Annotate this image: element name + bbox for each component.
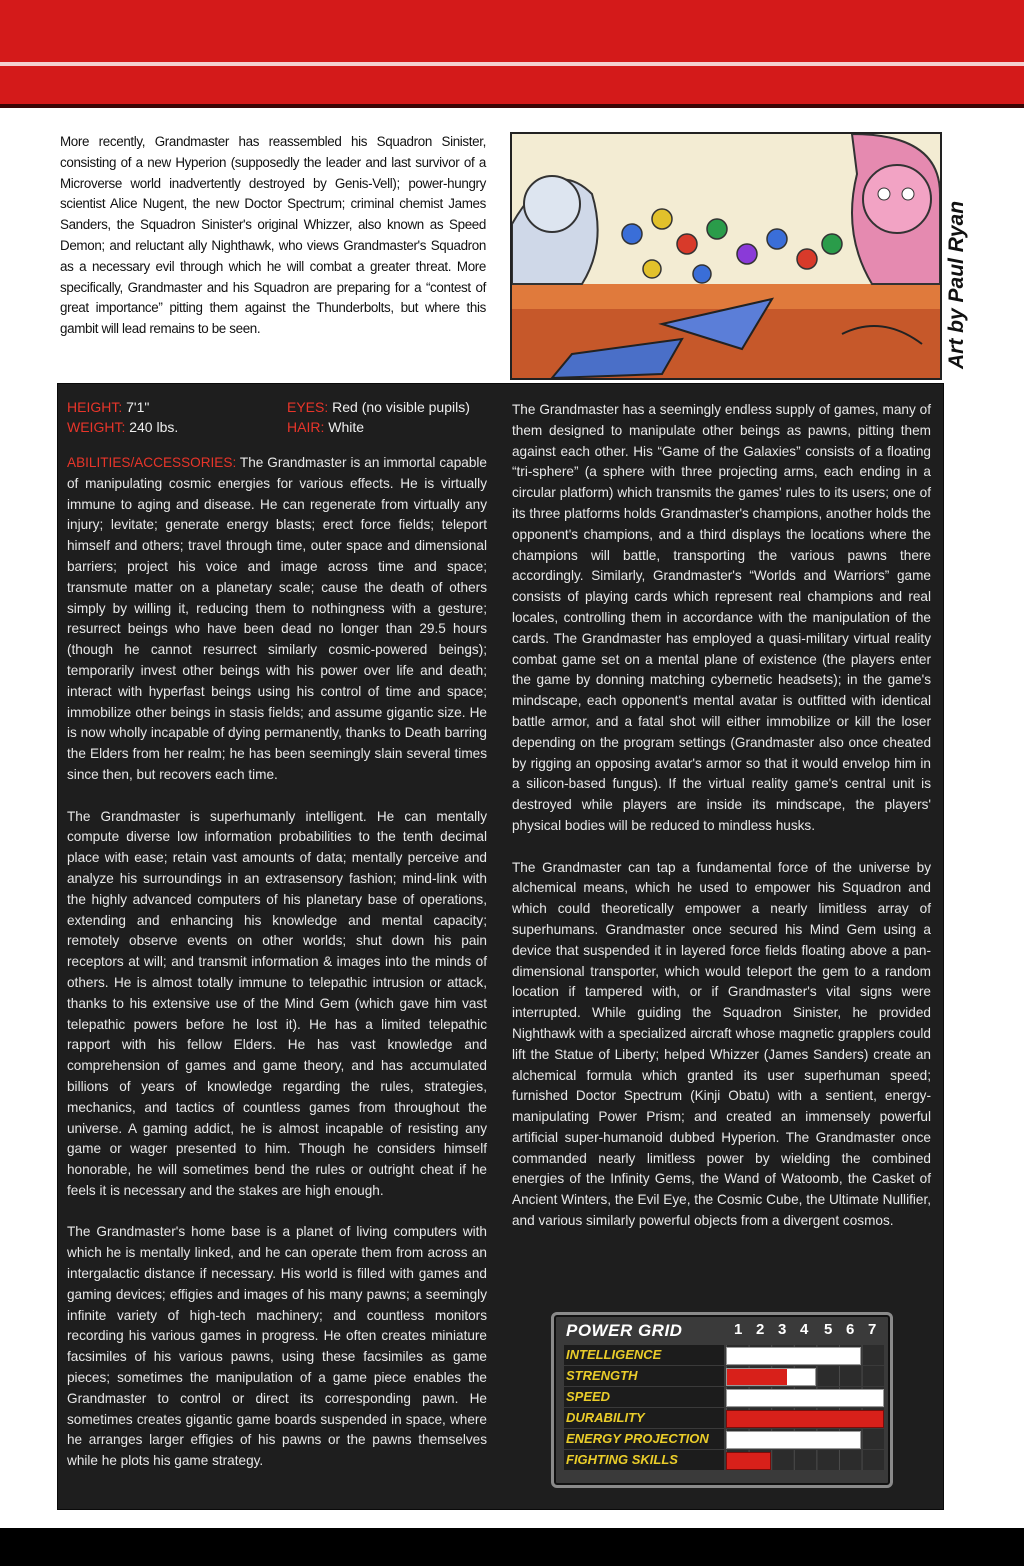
power-row-track	[726, 1408, 884, 1428]
power-bar	[726, 1452, 771, 1470]
weight-label: WEIGHT:	[67, 419, 126, 435]
power-row-label: INTELLIGENCE	[564, 1345, 724, 1365]
power-bar	[726, 1431, 861, 1449]
art-credit: Art by Paul Ryan	[945, 200, 968, 370]
eyes-value: Red (no visible pupils)	[332, 399, 470, 415]
power-row-track	[726, 1450, 884, 1470]
scale-tick: 4	[800, 1321, 809, 1338]
power-bar-red-part	[727, 1369, 787, 1385]
scale-tick: 5	[824, 1321, 833, 1338]
home-base-paragraph: The Grandmaster's home base is a planet of living computers with which he is mentally linked, and he can operate them from across an intergalactic distance if necessary. His world is filled with games and gaming devices; effigies and images of his many pawns; a seemingly infinite variety of high-tech machinery; and countless monitors recording his various games in progress. He often creates miniature facsimiles of his various pawns, using these facsimiles as game pieces; sometimes the manipulation of a game piece enables the Grandmaster to control or direct its corresponding pawn. He sometimes creates gigantic game boards suspended in space, where he arranges larger effigies of his pawns or the pawns themselves while he plots his game strategy.	[67, 1224, 487, 1469]
top-banner	[0, 0, 1024, 108]
hair-label: HAIR:	[287, 419, 325, 435]
height-label: HEIGHT:	[67, 399, 123, 415]
height-value: 7'1"	[126, 399, 150, 415]
power-row-track	[726, 1345, 884, 1365]
power-grid-scale	[734, 1321, 884, 1341]
scale-tick: 3	[778, 1321, 787, 1338]
power-row-energy-projection	[564, 1429, 884, 1449]
right-column	[512, 400, 931, 1253]
power-grid-title: POWER GRID	[566, 1321, 683, 1340]
comic-art-illustration	[512, 134, 940, 378]
eyes-stat	[287, 396, 470, 418]
games-paragraph: The Grandmaster has a seemingly endless supply of games, many of them designed to manipulate other beings as pawns, pitting them against each other. His “Game of the Galaxies” consists of a floating “tri-sphere” (a sphere with three projecting arms, each ending in a circular platform) which transmits the games' rules to its users; one of its three platforms holds Grandmaster's champions, another holds the opponent's champions, and a third displays the locations where the champions will battle, transporting the various pawns there accordingly. Similarly, Grandmaster's “Worlds and Warriors” game consists of playing cards which represent real champions and real locales, controlling them in accordance with the manipulation of the cards. The Grandmaster has employed a quasi-military virtual reality combat game set on a mental plane of existence (the players enter the game by donning matching cybernetic headsets); in the game's mindscape, each opponent's mental avatar is outfitted with identical battle armor, and a fatal shot will either immobilize or kill the loser depending on the program settings (Grandmaster also once cheated by rigging an opposing avatar's armor so that it would envelop him in a silicon-based fungus). If the virtual reality game's central unit is destroyed while players are inside its mindscape, the players' physical bodies will be reduced to mindless husks.	[512, 402, 931, 833]
height-stat	[67, 396, 149, 418]
power-row-fighting-skills	[564, 1450, 884, 1470]
bottom-bar	[0, 1528, 1024, 1566]
abilities-text: The Grandmaster is an immortal capable of manipulating cosmic energies for various effects. He is virtually immune to aging and disease. He can regenerate from virtually any injury; levitate; generate energy blasts; erect force fields; teleport himself and others; travel through time, outer space and dimensional barriers; project his voice and image across time and space; transmute matter on a planetary scale; cause the death of others simply by willing it, reducing them to nothingness with a gesture; resurrect beings who have been dead no longer than 29.5 hours (though he cannot resurrect similarly cosmic-powered beings); temporarily invest other beings with his power over life and death; interact with hyperfast beings using his control of time and space; immobilize other beings in stasis fields; and assume gigantic size. He is now wholly incapable of dying permanently, thanks to Death barring the Elders from her realm; he has been seemingly slain several times since then, but recovers each time.	[67, 455, 487, 782]
power-row-label: SPEED	[564, 1387, 724, 1407]
power-bar	[726, 1347, 861, 1365]
power-row-label: FIGHTING SKILLS	[564, 1450, 724, 1470]
banner-stripe	[0, 62, 1024, 66]
power-row-strength	[564, 1366, 884, 1386]
intelligence-paragraph: The Grandmaster is superhumanly intelligent. He can mentally compute diverse low information probabilities to the tenth decimal place with ease; retain vast amounts of data; mentally perceive and analyze his surroundings in an extrasensory fashion; mind-link with the highly advanced computers of his planetary base of operations, extending and enhancing his knowledge and mental capacity; remotely observe events on other worlds; shut down his pain receptors at will; and transmit information & images into the minds of others. He is almost totally immune to telepathic intrusion or attack, thanks to his extensive use of the Mind Gem (which gave him vast telepathic powers before he lost it). He has a limited telepathic rapport with his fellow Elders. He has vast knowledge and comprehension of games and game theory, and has accumulated billions of years of knowledge regarding the rules, strategies, mechanics, and tactics of countless games from throughout the universe. A gaming addict, he is almost incapable of resisting any game or wager presented to him. Though he considers himself honorable, he will sometimes bend the rules or outright cheat if he feels it is necessary and the stakes are high enough.	[67, 808, 487, 1198]
power-row-label: ENERGY PROJECTION	[564, 1429, 724, 1449]
weight-value: 240 lbs.	[129, 419, 179, 435]
power-row-label: DURABILITY	[564, 1408, 724, 1428]
scale-tick: 2	[756, 1321, 765, 1338]
power-grid	[551, 1312, 893, 1488]
intro-paragraph: More recently, Grandmaster has reassembled his Squadron Sinister, consisting of a new Hyperion (supposedly the leader and last survivor of a Microverse world inadvertently destroyed by Genis-Vell); power-hungry scientist Alice Nugent, the new Doctor Spectrum; criminal chemist James Sanders, the Squadron Sinister's original Whizzer, also known as Speed Demon; and reluctant ally Nighthawk, who views Grandmaster's Squadron as a necessary evil through which he will combat a greater threat. More specifically, Grandmaster and his Squadron are preparing for a “contest of great importance” pitting them against the Thunderbolts, but where this gambit will lead remains to be seen.	[60, 134, 486, 337]
left-column	[67, 453, 487, 1493]
power-row-track	[726, 1387, 884, 1407]
hair-stat	[287, 416, 364, 438]
power-bar	[726, 1368, 816, 1386]
power-row-track	[726, 1429, 884, 1449]
banner-shadow	[0, 104, 1024, 108]
power-bar	[726, 1389, 884, 1407]
eyes-label: EYES:	[287, 399, 329, 415]
scale-tick: 6	[846, 1321, 855, 1338]
abilities-label: ABILITIES/ACCESSORIES:	[67, 455, 237, 470]
hair-value: White	[328, 419, 365, 435]
power-row-speed	[564, 1387, 884, 1407]
abilities-paragraph	[67, 453, 487, 786]
weight-stat	[67, 416, 178, 438]
comic-art-panel	[510, 132, 942, 380]
scale-tick: 7	[868, 1321, 877, 1338]
power-row-label: STRENGTH	[564, 1366, 724, 1386]
scale-tick: 1	[734, 1321, 743, 1338]
alchemy-paragraph: The Grandmaster can tap a fundamental force of the universe by alchemical means, which he used to empower his Squadron and which could theoretically empower a nearly limitless array of superhumans. Grandmaster once secured his Mind Gem using a device that suspended it in layered force fields floating above a pan-dimensional transporter, which would teleport the gem to a random location if tampered with, or if Grandmaster's vital signs were interrupted. While guiding the Squadron Sinister, he provided Nighthawk with a specialized aircraft whose magnetic grapplers could lift the Statue of Liberty; helped Whizzer (James Sanders) create an alchemical formula which granted its user superhuman speed; furnished Doctor Spectrum (Kinji Obatu) with a sentient, energy-manipulating Power Prism; and created an immensely powerful artificial super-humanoid dubbed Hyperion. The Grandmaster once commanded nearly limitless power by wielding the combined energies of the Infinity Gems, the Wand of Watoomb, the Casket of Ancient Winters, the Evil Eye, the Cosmic Cube, the Ultimate Nullifier, and various similarly powerful objects from a divergent cosmos.	[512, 859, 931, 1229]
power-row-durability	[564, 1408, 884, 1428]
power-row-intelligence	[564, 1345, 884, 1365]
power-bar	[726, 1410, 884, 1428]
power-row-track	[726, 1366, 884, 1386]
